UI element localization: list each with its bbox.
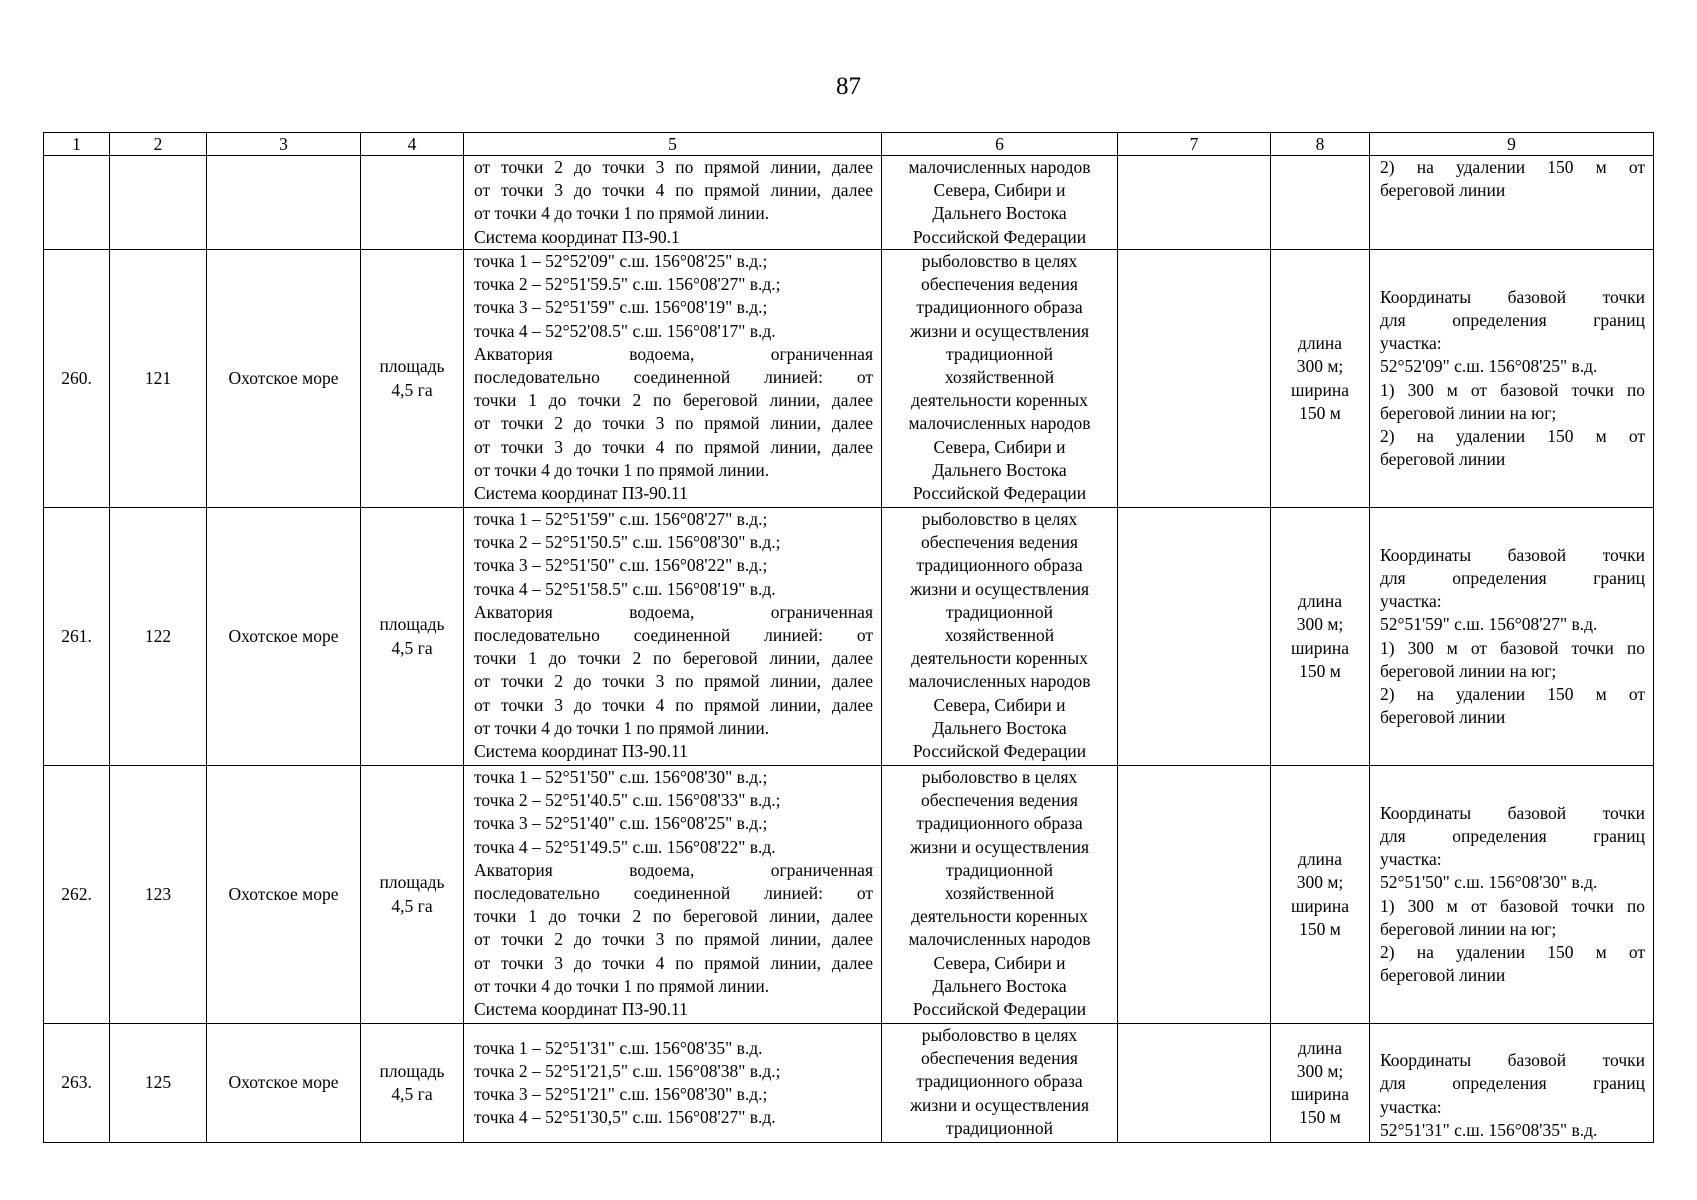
description-line: от точки 4 до точки 1 по прямой линии. [474,975,770,996]
row-number: 260. [61,367,92,388]
header-cell: 2 [110,133,207,156]
size-line: длина [1297,333,1343,354]
empty-cell [1118,156,1271,250]
basepoint-line: участка: [1380,849,1442,870]
purpose-line: Российской Федерации [912,999,1087,1020]
purpose-cell [882,1024,1118,1143]
basepoint-line: береговой линии на юг; [1380,660,1557,681]
description-line: от точки 2 до точки 3 по прямой линии, далее [474,413,873,434]
description-cell [464,250,882,508]
page-number: 87 [836,73,861,100]
purpose-line: традиционного образа [916,1071,1083,1092]
purpose-cell [882,766,1118,1024]
purpose-line: жизни и осуществления [909,836,1090,857]
purpose-line: деятельности коренных [911,906,1088,927]
area-code: 125 [144,1072,172,1093]
purpose-line: обеспечения ведения [921,790,1078,811]
code-cell [110,766,207,1024]
size-line: длина [1297,849,1343,870]
area-label: площадь [379,872,445,893]
area-label: площадь [379,614,445,635]
size-cell [1271,250,1370,508]
basepoint-line: 2) на удалении 150 м от [1380,425,1645,446]
size-line: ширина [1290,895,1350,916]
num-cell [44,766,110,1024]
purpose-line: рыболовство в целях [921,509,1078,529]
basepoint-line: береговой линии [1380,707,1506,728]
purpose-line: традиционной [946,343,1053,364]
basepoint-line: Координаты базовой точки [1380,802,1645,823]
area-code: 122 [144,625,172,646]
area-value: 4,5 га [391,895,433,916]
area-value: 4,5 га [391,637,433,658]
description-cell [464,1024,882,1143]
code-cell [110,156,207,250]
header-cell: 7 [1118,133,1271,156]
purpose-line: Севера, Сибири и [933,180,1066,201]
sea-name: Охотское море [228,883,339,904]
sea-cell [207,508,361,766]
purpose-line: малочисленных народов [908,157,1091,177]
empty-cell [1118,1024,1271,1143]
basepoint-line: береговой линии [1380,449,1506,470]
sea-name: Охотское море [228,367,339,388]
basepoint-line: Координаты базовой точки [1380,1050,1645,1071]
basepoint-line: 52°51'59" с.ш. 156°08'27" в.д. [1380,614,1598,635]
area-label: площадь [379,356,445,377]
description-line: от точки 3 до точки 4 по прямой линии, далее [474,180,873,201]
purpose-line: традиционной [946,601,1053,622]
description-line: Акватория водоема, ограниченная [474,601,873,622]
basepoint-cell [1370,508,1654,766]
description-cell [464,766,882,1024]
header-cell: 3 [207,133,361,156]
basepoint-line: 52°52'09" с.ш. 156°08'25" в.д. [1380,356,1598,377]
description-line: точки 1 до точки 2 по береговой линии, далее [474,648,873,669]
size-line: длина [1297,591,1343,612]
description-line: от точки 2 до точки 3 по прямой линии, далее [474,929,873,950]
size-line: ширина [1290,637,1350,658]
purpose-cell [882,250,1118,508]
purpose-line: Дальнего Востока [932,975,1067,996]
basepoint-line: 1) 300 м от базовой точки по [1380,895,1645,916]
header-cell: 6 [882,133,1118,156]
basepoint-line: Координаты базовой точки [1380,286,1645,307]
description-line: Система координат ПЗ-90.11 [474,483,688,504]
purpose-line: хозяйственной [944,625,1055,646]
basepoint-line: для определения границ [1380,567,1645,588]
purpose-line: малочисленных народов [908,929,1091,950]
basepoint-cell [1370,1024,1654,1143]
sea-cell [207,766,361,1024]
purpose-line: рыболовство в целях [921,767,1078,787]
description-line: точка 4 – 52°52'08.5" с.ш. 156°08'17" в.д. [474,320,776,341]
row-number: 261. [61,625,92,646]
description-line: точки 1 до точки 2 по береговой линии, далее [474,390,873,411]
basepoint-line: 2) на удалении 150 м от [1380,683,1645,704]
sea-cell [207,250,361,508]
description-line: от точки 3 до точки 4 по прямой линии, далее [474,952,873,973]
description-line: от точки 4 до точки 1 по прямой линии. [474,203,770,224]
area-label: площадь [379,1060,445,1081]
area-code: 121 [144,367,172,388]
purpose-line: традиционного образа [916,813,1083,834]
description-line: точка 4 – 52°51'30,5" с.ш. 156°08'27" в.д. [474,1107,776,1128]
table-row [44,1024,1654,1143]
description-line: от точки 4 до точки 1 по прямой линии. [474,459,770,480]
basepoint-cell [1370,156,1654,250]
basepoint-cell [1370,766,1654,1024]
code-cell [110,508,207,766]
size-cell [1271,508,1370,766]
purpose-line: Российской Федерации [912,226,1087,247]
purpose-line: малочисленных народов [908,413,1091,434]
size-line: 300 м; [1296,1060,1344,1081]
size-line: 150 м [1299,918,1341,939]
size-cell [1271,1024,1370,1143]
description-line: от точки 2 до точки 3 по прямой линии, далее [474,157,873,177]
description-line: точка 3 – 52°51'59" с.ш. 156°08'19" в.д.; [474,297,768,318]
header-cell: 8 [1271,133,1370,156]
purpose-line: жизни и осуществления [909,578,1090,599]
basepoint-line: для определения границ [1380,1073,1645,1094]
purpose-line: традиционной [946,859,1053,880]
basepoint-line: 52°51'31" с.ш. 156°08'35" в.д. [1380,1119,1598,1140]
description-line: Акватория водоема, ограниченная [474,859,873,880]
description-line: от точки 3 до точки 4 по прямой линии, далее [474,436,873,457]
description-line: точка 3 – 52°51'21" с.ш. 156°08'30" в.д.; [474,1084,768,1104]
description-line: точка 2 – 52°51'50.5" с.ш. 156°08'30" в.д.; [474,532,781,553]
basepoint-line: 2) на удалении 150 м от [1380,941,1645,962]
basepoint-line: для определения границ [1380,309,1645,330]
description-line: последовательно соединенной линией: от [474,367,873,388]
purpose-line: рыболовство в целях [921,1025,1078,1045]
purpose-line: Севера, Сибири и [933,694,1066,715]
header-cell: 1 [44,133,110,156]
purpose-line: деятельности коренных [911,648,1088,669]
size-line: длина [1297,1037,1343,1058]
basepoint-line: 2) на удалении 150 м от [1380,157,1645,177]
area-cell [361,250,464,508]
header-cell: 4 [361,133,464,156]
area-cell [361,1024,464,1143]
description-line: точка 2 – 52°51'40.5" с.ш. 156°08'33" в.д.; [474,790,781,811]
code-cell [110,250,207,508]
description-line: точки 1 до точки 2 по береговой линии, далее [474,906,873,927]
table-row [44,766,1654,1024]
code-cell [110,1024,207,1143]
description-line: точка 1 – 52°51'59" с.ш. 156°08'27" в.д.; [474,509,768,529]
size-line: 150 м [1299,402,1341,423]
basepoint-line: береговой линии [1380,180,1506,201]
header-cell: 9 [1370,133,1654,156]
purpose-line: традиционной [946,1117,1053,1138]
description-line: Акватория водоема, ограниченная [474,343,873,364]
empty-cell [1118,766,1271,1024]
description-line: точка 2 – 52°51'59.5" с.ш. 156°08'27" в.д.; [474,274,781,295]
purpose-line: малочисленных народов [908,671,1091,692]
area-cell [361,766,464,1024]
purpose-line: Российской Федерации [912,741,1087,762]
purpose-line: традиционного образа [916,555,1083,576]
purpose-line: хозяйственной [944,883,1055,904]
size-line: 150 м [1299,660,1341,681]
description-line: точка 3 – 52°51'50" с.ш. 156°08'22" в.д.; [474,555,768,576]
num-cell [44,250,110,508]
purpose-cell [882,508,1118,766]
size-line: 300 м; [1296,614,1344,635]
sea-cell [207,1024,361,1143]
num-cell [44,508,110,766]
description-line: точка 1 – 52°52'09" с.ш. 156°08'25" в.д.; [474,251,768,271]
basepoint-line: 52°51'50" с.ш. 156°08'30" в.д. [1380,872,1598,893]
description-line: точка 4 – 52°51'49.5" с.ш. 156°08'22" в.д. [474,836,776,857]
size-line: 300 м; [1296,356,1344,377]
area-value: 4,5 га [391,1084,433,1104]
description-line: точка 1 – 52°51'31" с.ш. 156°08'35" в.д. [474,1037,763,1058]
size-cell [1271,766,1370,1024]
num-cell [44,1024,110,1143]
area-code: 123 [144,883,172,904]
row-number: 262. [61,883,92,904]
purpose-line: Дальнего Востока [932,717,1067,738]
sea-cell [207,156,361,250]
purpose-line: жизни и осуществления [909,1094,1090,1115]
header-cell: 5 [464,133,882,156]
size-line: ширина [1290,379,1350,400]
basepoint-line: береговой линии на юг; [1380,402,1557,423]
purpose-line: традиционного образа [916,297,1083,318]
purpose-line: обеспечения ведения [921,274,1078,295]
table-row [44,508,1654,766]
purpose-line: Севера, Сибири и [933,952,1066,973]
description-line: Система координат ПЗ-90.1 [474,226,680,247]
purpose-line: Дальнего Востока [932,203,1067,224]
sea-name: Охотское море [228,625,339,646]
description-cell [464,508,882,766]
purpose-line: хозяйственной [944,367,1055,388]
basepoint-line: участка: [1380,1096,1442,1117]
empty-cell [1118,250,1271,508]
purpose-line: Дальнего Востока [932,459,1067,480]
basepoint-line: береговой линии [1380,965,1506,986]
description-line: от точки 2 до точки 3 по прямой линии, далее [474,671,873,692]
purpose-cell [882,156,1118,250]
purpose-line: жизни и осуществления [909,320,1090,341]
basepoint-line: участка: [1380,591,1442,612]
description-line: последовательно соединенной линией: от [474,625,873,646]
basepoint-line: береговой линии на юг; [1380,918,1557,939]
purpose-line: Российской Федерации [912,483,1087,504]
size-line: ширина [1290,1084,1350,1104]
purpose-line: обеспечения ведения [921,532,1078,553]
basepoint-line: 1) 300 м от базовой точки по [1380,637,1645,658]
size-cell [1271,156,1370,250]
description-line: от точки 3 до точки 4 по прямой линии, далее [474,694,873,715]
row-number: 263. [61,1072,92,1093]
basepoint-cell [1370,250,1654,508]
purpose-line: Севера, Сибири и [933,436,1066,457]
empty-cell [1118,508,1271,766]
description-line: последовательно соединенной линией: от [474,883,873,904]
size-line: 300 м; [1296,872,1344,893]
description-line: точка 2 – 52°51'21,5" с.ш. 156°08'38" в.д.; [474,1060,781,1081]
basepoint-line: 1) 300 м от базовой точки по [1380,379,1645,400]
purpose-line: деятельности коренных [911,390,1088,411]
description-line: точка 3 – 52°51'40" с.ш. 156°08'25" в.д.; [474,813,768,834]
fishing-areas-table [43,132,1654,1143]
basepoint-line: участка: [1380,333,1442,354]
purpose-line: рыболовство в целях [921,251,1078,271]
description-line: точка 1 – 52°51'50" с.ш. 156°08'30" в.д.; [474,767,768,787]
sea-name: Охотское море [228,1072,339,1093]
num-cell [44,156,110,250]
description-line: точка 4 – 52°51'58.5" с.ш. 156°08'19" в.д. [474,578,776,599]
header-row [44,133,1654,156]
purpose-line: обеспечения ведения [921,1048,1078,1069]
description-line: Система координат ПЗ-90.11 [474,741,688,762]
description-line: Система координат ПЗ-90.11 [474,999,688,1020]
size-line: 150 м [1299,1107,1341,1128]
area-cell [361,156,464,250]
table-row [44,250,1654,508]
description-line: от точки 4 до точки 1 по прямой линии. [474,717,770,738]
area-value: 4,5 га [391,379,433,400]
continued-row [44,156,1654,250]
basepoint-line: для определения границ [1380,825,1645,846]
description-cell [464,156,882,250]
basepoint-line: Координаты базовой точки [1380,544,1645,565]
area-cell [361,508,464,766]
